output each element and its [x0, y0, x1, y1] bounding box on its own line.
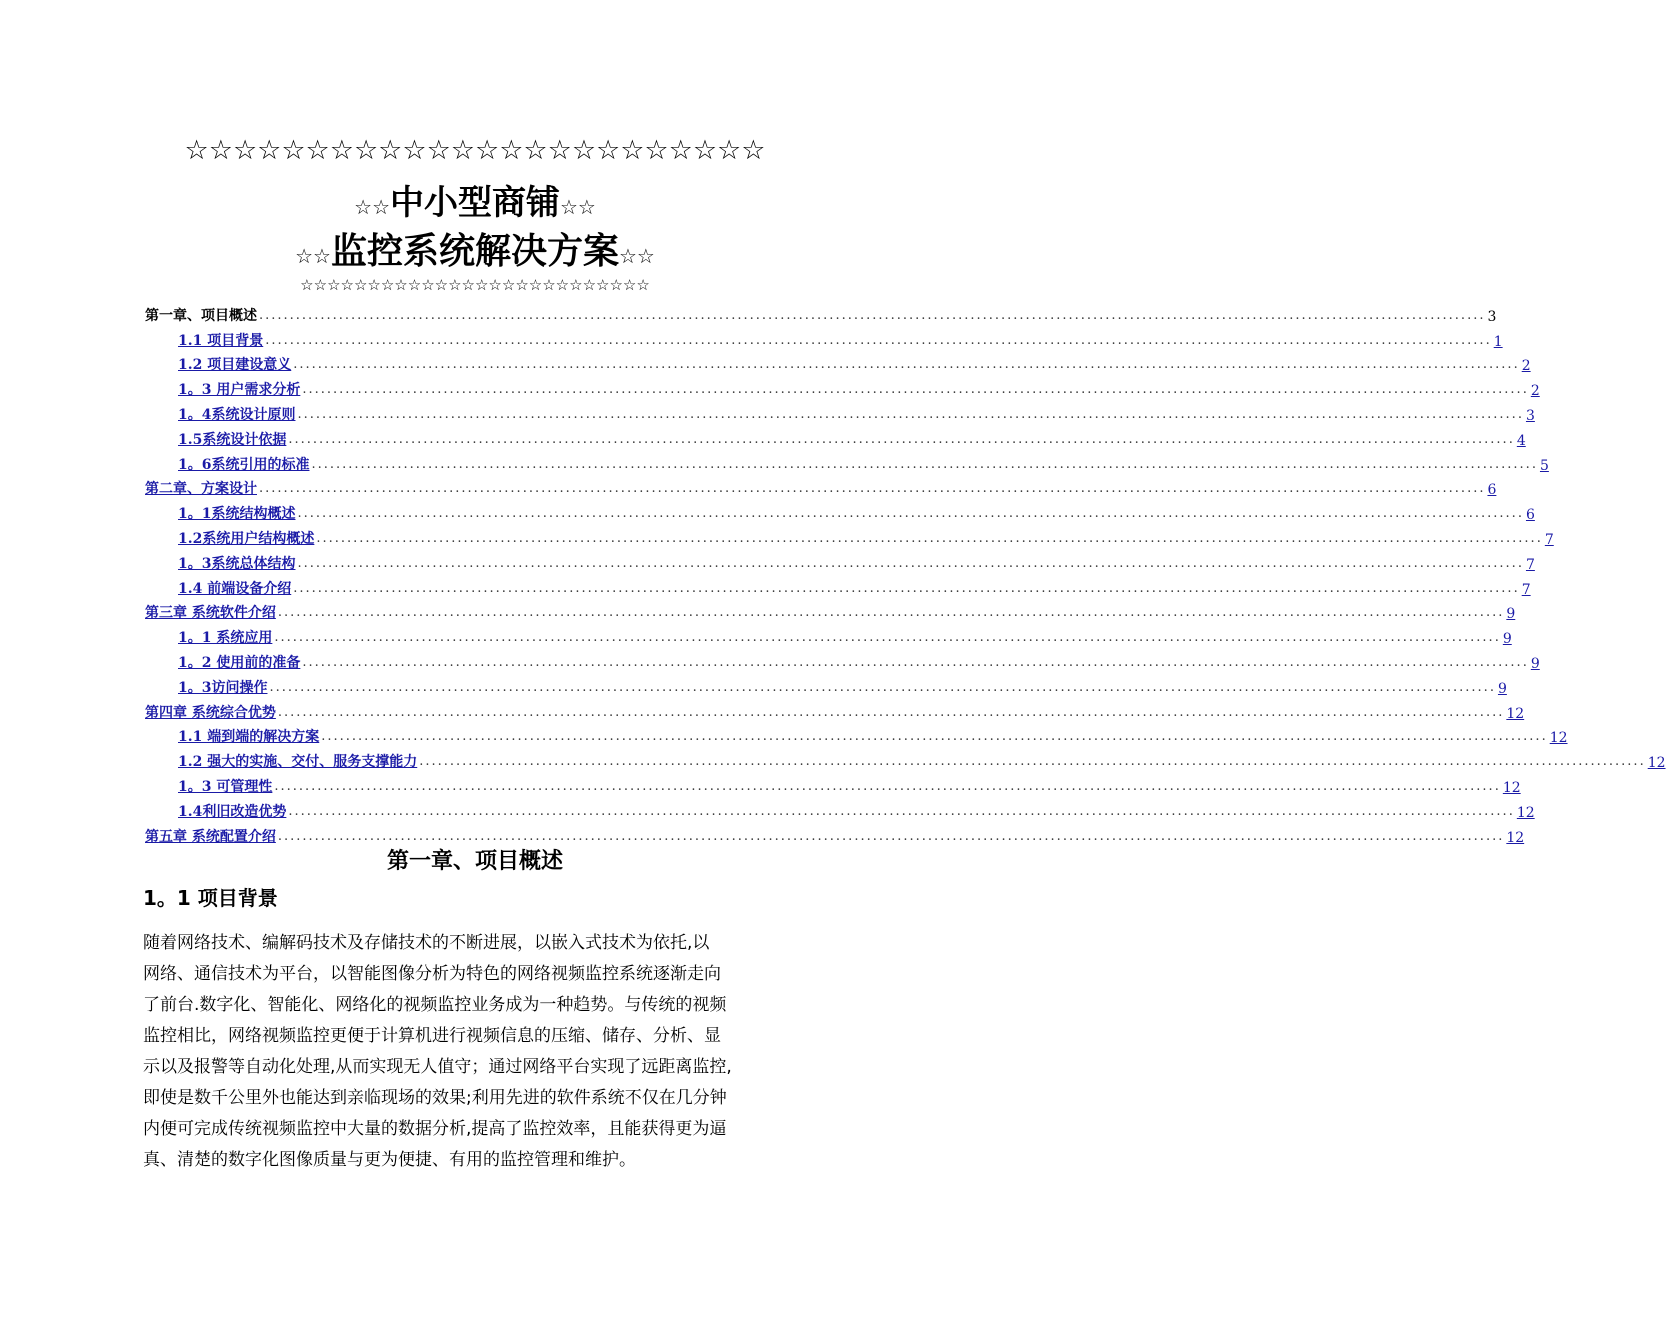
toc-entry[interactable] [145, 573, 1531, 598]
toc-leader-dots: ........................................................................................................................................................................................................ [293, 357, 1520, 373]
toc-entry-label[interactable]: 第四章 系统综合优势 [145, 704, 276, 721]
toc-leader-dots: ........................................................................................................................................................................................................ [274, 778, 1501, 794]
body-line: 示以及报警等自动化处理,从而实现无人值守；通过网络平台实现了远距离监控, [143, 1057, 732, 1077]
toc-entry[interactable] [145, 697, 1525, 722]
toc-entry[interactable] [145, 474, 1497, 499]
toc-entry[interactable] [145, 350, 1531, 375]
toc-leader-dots: ........................................................................................................................................................................................................ [321, 729, 1548, 745]
toc-entry-page[interactable]: 4 [1516, 432, 1526, 449]
toc-leader-dots: ........................................................................................................................................................................................................ [265, 332, 1492, 348]
body-line: 真、清楚的数字化图像质量与更为便捷、有用的监控管理和维护。 [143, 1150, 636, 1170]
toc-leader-dots: ........................................................................................................................................................................................................ [316, 530, 1543, 546]
section-heading: 1。1 项目背景 [143, 886, 278, 910]
toc-entry[interactable] [145, 548, 1535, 573]
toc-entry-label[interactable]: 1。6系统引用的标准 [178, 456, 310, 473]
table-of-contents [145, 300, 1666, 846]
body-line: 内便可完成传统视频监控中大量的数据分析,提高了监控效率，且能获得更为逼 [143, 1119, 727, 1139]
toc-entry-label[interactable]: 1。3系统总体结构 [178, 555, 296, 572]
toc-entry[interactable] [145, 598, 1516, 623]
star-ornament: ☆☆ [295, 244, 331, 268]
toc-leader-dots: ........................................................................................................................................................................................................ [259, 481, 1486, 497]
toc-leader-dots: ........................................................................................................................................................................................................ [288, 803, 1515, 819]
toc-entry-label[interactable]: 1。3访问操作 [178, 679, 268, 696]
toc-entry-label[interactable]: 1。3 可管理性 [178, 778, 273, 795]
toc-entry-page[interactable]: 9 [1497, 680, 1507, 697]
toc-entry-page[interactable]: 9 [1502, 631, 1512, 648]
toc-entry-label[interactable]: 1。2 使用前的准备 [178, 654, 301, 671]
toc-entry-label[interactable]: 1.2 强大的实施、交付、服务支撑能力 [178, 754, 418, 771]
toc-leader-dots: ........................................................................................................................................................................................................ [302, 654, 1529, 670]
toc-entry-page[interactable]: 7 [1525, 556, 1535, 573]
title-text-2: 监控系统解决方案 [330, 231, 619, 272]
toc-leader-dots: ........................................................................................................................................................................................................ [311, 456, 1538, 472]
toc-leader-dots: ........................................................................................................................................................................................................ [269, 679, 1496, 695]
body-line: 监控相比，网络视频监控更便于计算机进行视频信息的压缩、储存、分析、显 [143, 1026, 721, 1046]
toc-entry-label[interactable]: 1.2系统用户结构概述 [178, 530, 315, 547]
toc-entry-page[interactable]: 12 [1506, 705, 1525, 722]
body-line: 了前台.数字化、智能化、网络化的视频监控业务成为一种趋势。与传统的视频 [143, 995, 727, 1015]
toc-entry-page[interactable]: 3 [1525, 407, 1535, 424]
toc-leader-dots: ........................................................................................................................................................................................................ [274, 630, 1501, 646]
toc-entry-page[interactable]: 7 [1544, 531, 1554, 548]
body-paragraph [143, 928, 823, 1176]
toc-entry-label[interactable]: 1。3 用户需求分析 [178, 382, 301, 399]
toc-entry-label[interactable]: 第二章、方案设计 [145, 481, 257, 498]
toc-leader-dots: ........................................................................................................................................................................................................ [297, 406, 1524, 422]
toc-entry-page[interactable]: 12 [1549, 730, 1568, 747]
body-line: 随着网络技术、编解码技术及存储技术的不断进展，以嵌入式技术为依托,以 [143, 933, 710, 953]
toc-entry[interactable] [145, 424, 1526, 449]
toc-entry[interactable] [145, 647, 1540, 672]
toc-entry-label[interactable]: 第五章 系统配置介绍 [145, 828, 276, 845]
toc-leader-dots: ........................................................................................................................................................................................................ [297, 506, 1524, 522]
toc-entry-label[interactable]: 1.5系统设计依据 [178, 431, 287, 448]
toc-entry-page[interactable]: 12 [1647, 755, 1666, 772]
title-line-2 [0, 228, 950, 280]
toc-entry[interactable] [145, 374, 1540, 400]
toc-entry-page[interactable]: 12 [1516, 804, 1535, 821]
star-ornament: ☆☆ [354, 195, 390, 219]
toc-leader-dots: ........................................................................................................................................................................................................ [277, 605, 1505, 621]
toc-leader-dots: ........................................................................................................................................................................................................ [277, 704, 1505, 720]
toc-entry-page[interactable]: 12 [1502, 779, 1521, 796]
toc-entry-label[interactable]: 1.1 项目背景 [178, 332, 264, 349]
toc-entry-label[interactable]: 1.2 项目建设意义 [178, 357, 292, 374]
toc-entry[interactable] [145, 771, 1521, 796]
toc-entry[interactable] [145, 672, 1507, 697]
toc-entry-page[interactable]: 7 [1521, 581, 1531, 598]
toc-entry[interactable] [145, 498, 1535, 524]
decorative-star-row: ☆☆☆☆☆☆☆☆☆☆☆☆☆☆☆☆☆☆☆☆☆☆☆☆ [184, 135, 766, 166]
title-line-1 [0, 180, 950, 230]
toc-entry-label[interactable]: 1。4系统设计原则 [178, 406, 296, 423]
decorative-star-row-small: ☆☆☆☆☆☆☆☆☆☆☆☆☆☆☆☆☆☆☆☆☆☆☆☆☆☆ [300, 276, 650, 294]
toc-leader-dots: ........................................................................................................................................................................................................ [277, 828, 1505, 844]
star-ornament: ☆☆ [619, 244, 655, 268]
body-line: 网络、通信技术为平台，以智能图像分析为特色的网络视频监控系统逐渐走向 [143, 964, 721, 984]
toc-entry-page[interactable]: 9 [1506, 606, 1516, 623]
toc-leader-dots: ........................................................................................................................................................................................................ [259, 307, 1486, 323]
toc-leader-dots: ........................................................................................................................................................................................................ [297, 555, 1524, 571]
chapter-heading: 第一章、项目概述 [386, 849, 563, 874]
toc-entry-label[interactable]: 1.4利旧改造优势 [178, 803, 287, 820]
title-text-1: 中小型商铺 [390, 183, 560, 223]
toc-entry[interactable] [145, 796, 1535, 821]
toc-entry[interactable] [145, 300, 1497, 325]
toc-entry-label[interactable]: 第一章、项目概述 [145, 307, 257, 324]
toc-entry-label[interactable]: 第三章 系统软件介绍 [145, 605, 276, 622]
toc-entry-label[interactable]: 1。1系统结构概述 [178, 506, 296, 523]
toc-entry-page[interactable]: 2 [1521, 358, 1531, 375]
toc-entry[interactable] [145, 622, 1512, 648]
toc-entry[interactable] [145, 523, 1554, 548]
toc-leader-dots: ........................................................................................................................................................................................................ [293, 580, 1520, 596]
toc-entry[interactable] [145, 821, 1525, 846]
toc-entry-page[interactable]: 9 [1530, 655, 1540, 672]
toc-entry-label[interactable]: 1.1 端到端的解决方案 [178, 729, 320, 746]
toc-entry[interactable] [145, 325, 1503, 350]
toc-leader-dots: ........................................................................................................................................................................................................ [419, 754, 1646, 770]
toc-entry-page[interactable]: 6 [1525, 507, 1535, 524]
toc-entry-label[interactable]: 1.4 前端设备介绍 [178, 580, 292, 597]
toc-entry-label[interactable]: 1。1 系统应用 [178, 630, 273, 647]
toc-entry-page[interactable]: 12 [1506, 829, 1525, 846]
toc-entry-page[interactable]: 1 [1493, 333, 1503, 350]
toc-entry[interactable] [145, 449, 1549, 474]
toc-entry-page[interactable]: 3 [1487, 308, 1497, 325]
toc-entry[interactable] [145, 746, 1666, 772]
toc-leader-dots: ........................................................................................................................................................................................................ [288, 431, 1515, 447]
toc-entry-page[interactable]: 5 [1539, 457, 1549, 474]
toc-entry-page[interactable]: 2 [1530, 383, 1540, 400]
body-line: 即使是数千公里外也能达到亲临现场的效果;利用先进的软件系统不仅在几分钟 [143, 1088, 727, 1108]
toc-leader-dots: ........................................................................................................................................................................................................ [302, 382, 1529, 398]
toc-entry-page[interactable]: 6 [1487, 482, 1497, 499]
toc-entry[interactable] [145, 722, 1568, 747]
toc-entry[interactable] [145, 399, 1535, 424]
star-ornament: ☆☆ [560, 195, 596, 219]
